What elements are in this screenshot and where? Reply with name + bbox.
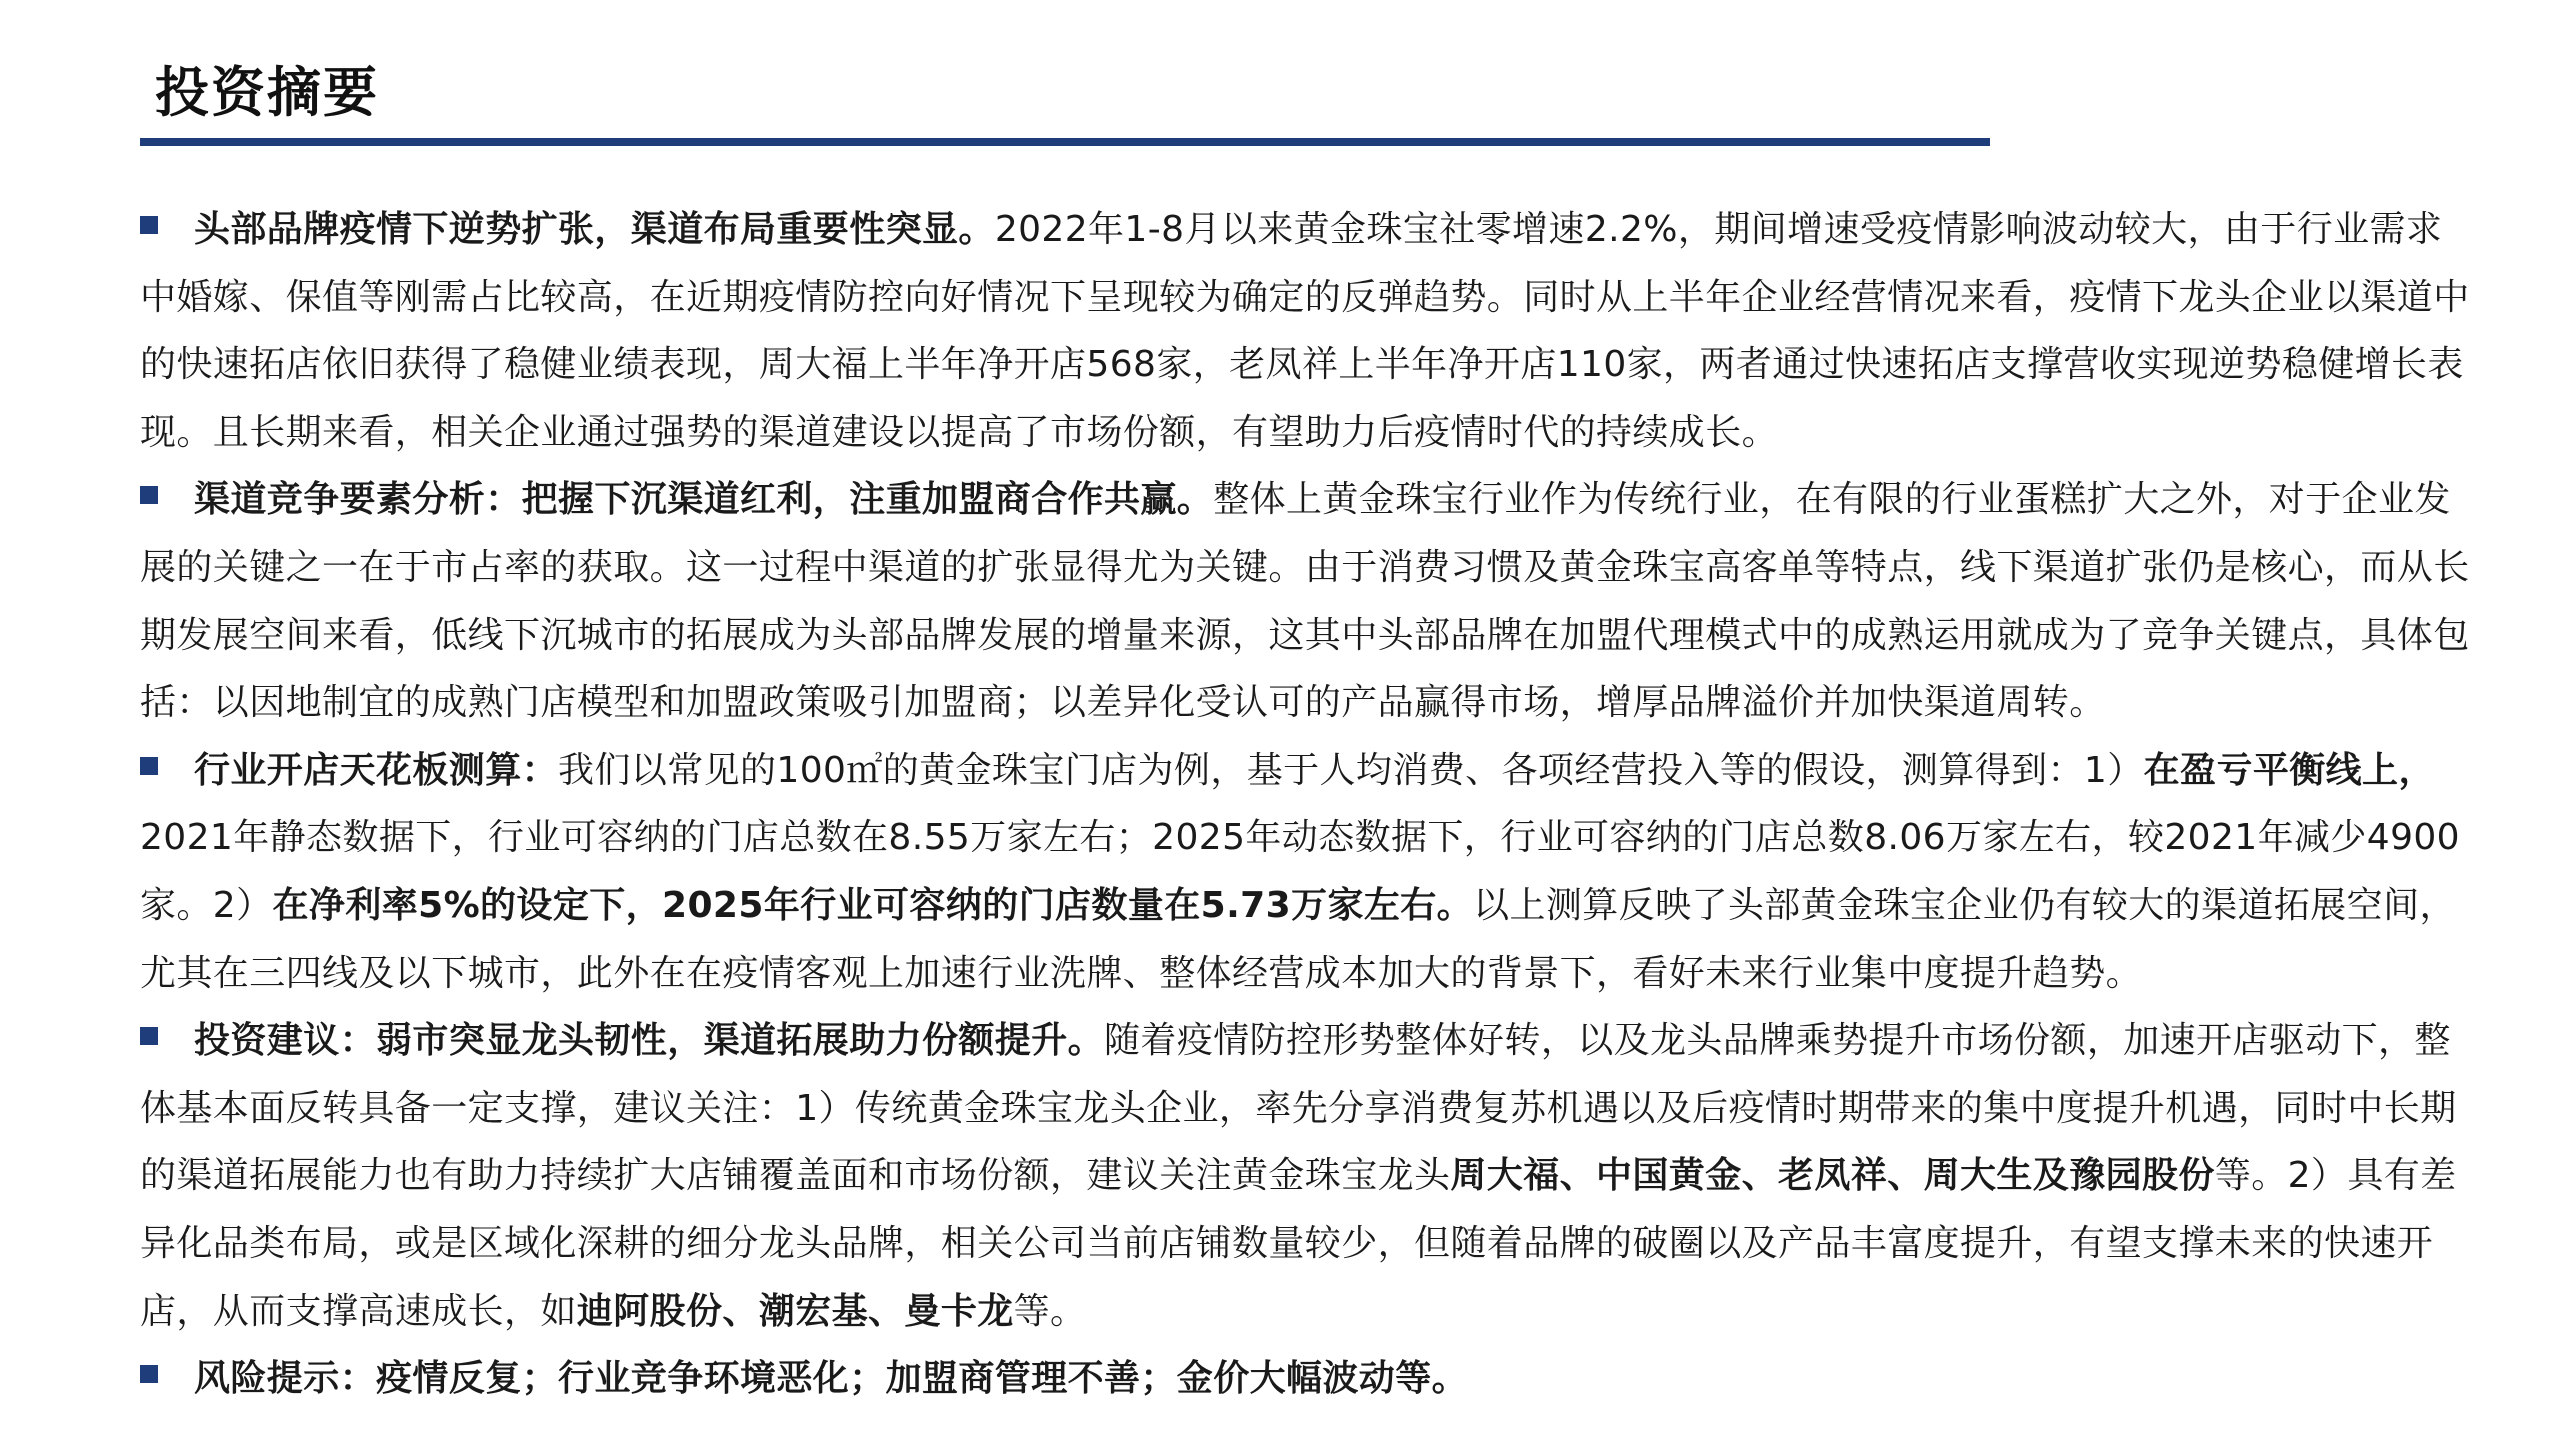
square-bullet-icon [140, 1027, 158, 1045]
paragraph-body: 2021年静态数据下，行业可容纳的门店总数在8.55万家左右；2025年动态数据下，行业可容纳的门店总数8.06万家左右，较2021年减少4900家。2） [140, 817, 2460, 926]
paragraph-body: 我们以常见的100㎡的黄金珠宝门店为例，基于人均消费、各项经营投入等的假设，测算得到：1） [558, 749, 2144, 791]
paragraph-body: 以上测算反映了头部黄金珠宝企业仍有较大的渠道拓展空间，尤其在三四线及以下城市，此外在在疫情客观上加速行业洗牌、整体经营成本加大的背景下，看好未来行业集中度提升趋势。 [140, 884, 2456, 994]
summary-paragraph-4 [140, 1007, 2470, 1345]
square-bullet-icon [140, 757, 158, 775]
square-bullet-icon [140, 216, 158, 234]
summary-paragraph-2 [140, 466, 2470, 736]
square-bullet-icon [140, 486, 158, 504]
paragraph-emphasis: 在盈亏平衡线上， [2143, 749, 2435, 791]
paragraph-emphasis: 迪阿股份、潮宏基、曼卡龙 [576, 1290, 1014, 1332]
paragraph-lead: 风险提示：疫情反复；行业竞争环境恶化；加盟商管理不善；金价大幅波动等。 [194, 1358, 1469, 1400]
title-underline [140, 138, 1990, 146]
paragraph-emphasis: 周大福、中国黄金、老凤祥、周大生及豫园股份 [1450, 1155, 2215, 1197]
paragraph-lead: 头部品牌疫情下逆势扩张，渠道布局重要性突显。 [194, 209, 995, 250]
paragraph-lead: 渠道竞争要素分析：把握下沉渠道红利，注重加盟商合作共赢。 [194, 479, 1214, 521]
paragraph-body: 等。2）具有差异化品类布局，或是区域化深耕的细分龙头品牌，相关公司当前店铺数量较少，但随着品牌的破圈以及产品丰富度提升，有望支撑未来的快速开店，从而支撑高速成长，如 [140, 1155, 2457, 1332]
paragraph-body: 整体上黄金珠宝行业作为传统行业，在有限的行业蛋糕扩大之外，对于企业发展的关键之一在于市占率的获取。这一过程中渠道的扩张显得尤为关键。由于消费习惯及黄金珠宝高客单等特点，线下渠道扩张仍是核心，而从长期发展空间来看，低线下沉城市的拓展成为头部品牌发展的增量来源，这其中头部品牌在加盟代理模式中的成熟运用就成为了竞争关键点，具体包括：以因地制宜的成熟门店模型和加盟政策吸引加盟商；以差异化受认可的产品赢得市场，增厚品牌溢价并加快渠道周转。 [140, 479, 2470, 724]
paragraph-body: 等。 [1013, 1290, 1087, 1332]
paragraph-lead: 行业开店天花板测算： [194, 749, 559, 791]
summary-paragraph-3 [140, 737, 2470, 1007]
summary-paragraph-1 [140, 196, 2470, 466]
paragraph-body: 随着疫情防控形势整体好转，以及龙头品牌乘势提升市场份额，加速开店驱动下，整体基本面反转具备一定支撑，建议关注：1）传统黄金珠宝龙头企业，率先分享消费复苏机遇以及后疫情时期带来的集中度提升机遇，同时中长期的渠道拓展能力也有助力持续扩大店铺覆盖面和市场份额，建议关注黄金珠宝龙头 [140, 1020, 2457, 1197]
paragraph-body: 2022年1-8月以来黄金珠宝社零增速2.2%，期间增速受疫情影响波动较大，由于行业需求中婚嫁、保值等刚需占比较高，在近期疫情防控向好情况下呈现较为确定的反弹趋势。同时从上半年企业经营情况来看，疫情下龙头企业以渠道中的快速拓店依旧获得了稳健业绩表现，周大福上半年净开店568家，老凤祥上半年净开店110家，两者通过快速拓店支撑营收实现逆势稳健增长表现。且长期来看，相关企业通过强势的渠道建设以提高了市场份额，有望助力后疫情时代的持续成长。 [140, 209, 2470, 453]
paragraph-emphasis: 在净利率5%的设定下，2025年行业可容纳的门店数量在5.73万家左右。 [272, 884, 1474, 926]
summary-content [140, 196, 2470, 1413]
square-bullet-icon [140, 1365, 158, 1383]
page-title: 投资摘要 [155, 61, 379, 124]
summary-paragraph-5 [140, 1345, 2470, 1413]
paragraph-lead: 投资建议：弱市突显龙头韧性，渠道拓展助力份额提升。 [194, 1020, 1105, 1062]
